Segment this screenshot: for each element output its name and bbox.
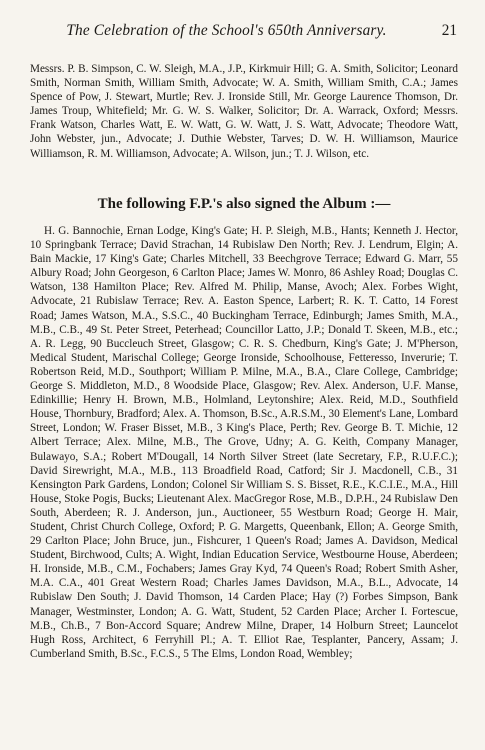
section-heading: The following F.P.'s also signed the Album :— xyxy=(97,196,391,212)
continuation-paragraph: Messrs. P. B. Simpson, C. W. Sleigh, M.A., J.P., Kirkmuir Hill; G. A. Smith, Solicitor; Leonard Smith, Norman Smith, William Smith, Advocate; W. A. Smith, William Smith, C.A.; James Spence of Pow, J. Stewart, Murtle; Rev. J. Ironside Still, Mr. George Laurence Thomson, Dr. James Troup, Whitefield; Mr. G. W. S. Walker, Solicitor; Dr. A. Warrack, Oxford; Messrs. Frank Watson, Charles Watt, E. W. Watt, G. W. Watt, J. S. Watt, Advocate; Theodore Watt, John Webster, jun., Advocate; J. Duthie Webster, Tarves; D. W. H. Williamson, Maurice Williamson, R. M. Williamson, Advocate; A. Wilson, jun.; T. J. Wilson, etc. xyxy=(30,63,458,160)
signatories-paragraph: H. G. Bannochie, Ernan Lodge, King's Gate; H. P. Sleigh, M.B., Hants; Kenneth J. Hector, 10 Springbank Terrace; David Strachan, 14 Rubislaw Den North; Rev. J. Lendrum, Elgin; A. Bain Mackie, 17 King's Gate; Charles Mitchell, 33 Beechgrove Terrace; Edward G. Marr, 55 Albury Road; John Georgeson, 6 Carlton Place; James W. Monro, 86 Ashley Road; Douglas C. Watson, 138 Hamilton Place; Rev. Alfred M. Philip, Manse, Avoch; Alex. Forbes Wight, Advocate, 21 Rubislaw Terrace; Rev. A. Easton Spence, Larbert; R. K. T. Catto, 14 Forest Road; James Watson, M.A., S.S.C., 40 Buckingham Terrace, Edinburgh; James Smith, M.A., M.B., C.B., 49 St. Peter Street, Peterhead; Councillor Latto, J.P.; Donald T. Skeen, M.B., etc.; A. R. Legg, 90 Buccleuch Street, Glasgow; C. R. S. Chedburn, King's Gate; J. M'Pherson, Medical Student, Marischal College; George Ironside, Schoolhouse, Fetteresso, Inverurie; T. Robertson Reid, M.D., Southport; William P. Milne, M.A., B.A., Clare College, Cambridge; George S. Middleton, M.D., 8 Woodside Place, Glasgow; Rev. Alex. Anderson, U.F. Manse, Edinkillie; Henry H. Brown, M.B., Holmland, Leytonshire; Alex. Reid, M.D., Southfield House, Thornbury, Bradford; Alex. A. Thomson, B.Sc., A.R.S.M., 30 Element's Lane, Lombard Street, London; W. Fraser Bisset, M.B., 3 King's Place, Perth; Rev. George B. T. Michie, 12 Albert Terrace; Alex. Milne, M.B., The Grove, Udny; A. G. Keith, Company Manager, Bulawayo, S.A.; Robert M'Dougall, 14 North Silver Street (late Secretary, F.P., R.U.F.C.); David Sirewright, M.A., M.B., 113 Broadfield Road, Catford; Sir J. Macdonell, C.B., 31 Kensington Park Gardens, London; Colonel Sir William S. S. Bisset, R.E., K.C.I.E., M.A., Hill House, Stoke Pogis, Bucks; Lieutenant Alex. MacGregor Rose, M.B., D.P.H., 24 Rubislaw Den South, Aberdeen; R. J. Anderson, jun., Auctioneer, 55 Westburn Road; George H. Mair, Student, Christ Church College, Oxford; P. G. Margetts, Queenbank, Ellon; A. George Smith, 29 Carlton Place; John Bruce, jun., Fishcurer, 1 Queen's Road; James A. Davidson, Medical Student, Birchwood, Cults; A. Wight, Indian Education Service, Westbourne House, Aberdeen; H. Ironside, M.B., C.M., Fochabers; James Gray Kyd, 74 Queen's Road; Robert Smith Asher, M.A. C.A., 401 Great Western Road; Charles James Davidson, M.A., B.L., Advocate, 14 Rubislaw Den South; J. David Thomson, 14 Carden Place; Hay (?) Forbes Simpson, Bank Manager, Westminster, London; A. G. Watt, Student, 52 Carden Place; Archer I. Fortescue, M.B., Ch.B., 7 Bon-Accord Square; Andrew Milne, Draper, 14 Holburn Street; Launcelot Hugh Ross, Architect, 6 Ferryhill Pl.; A. T. Elliot Rae, Tesplanter, Pancery, Assam; J. Cumberland Smith, B.Sc., F.C.S., 5 The Elms, London Road, Wembley; xyxy=(30,225,458,660)
running-title: The Celebration of the School's 650th Anniversary. xyxy=(66,22,387,39)
page-number: 21 xyxy=(441,22,457,39)
running-head xyxy=(30,22,457,44)
